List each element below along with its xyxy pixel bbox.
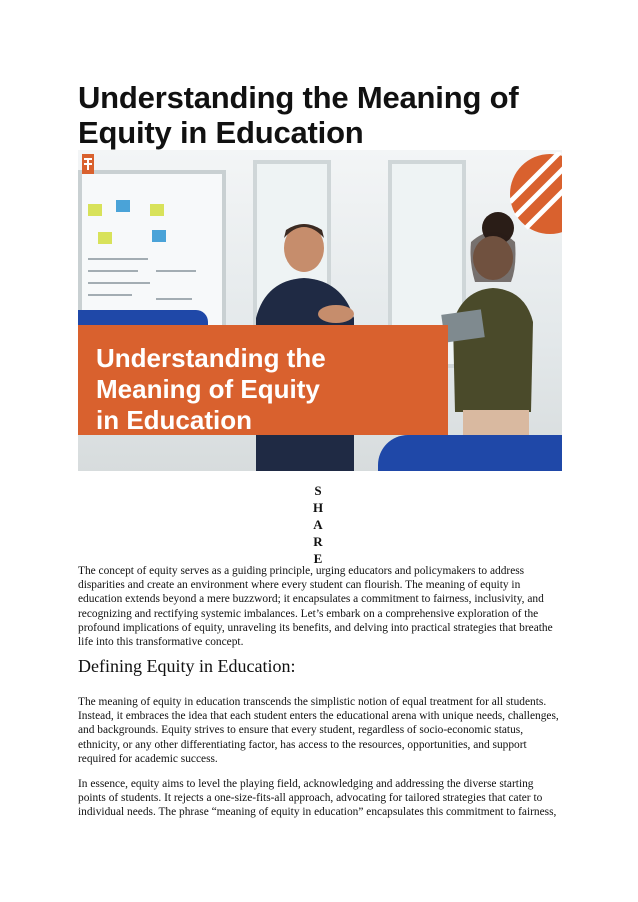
share-letter: R xyxy=(313,534,323,549)
share-letter: H xyxy=(312,500,324,515)
hero-banner-text: Understanding the Meaning of Equity in Education xyxy=(96,343,326,435)
body-paragraph: The meaning of equity in education transcends the simplistic notion of equal treatment for all students. Instead, it embraces the idea that each student enters the educational arena with unique needs, challenges, and backgrounds. Equity strives to ensure that every student, regardless of socio-economic status, ethnicity, or any other differentiating factor, has access to the resources, opportunities, and support required for academic success. xyxy=(78,696,559,765)
article-container xyxy=(78,80,562,471)
share-letter: A xyxy=(313,517,323,532)
body-paragraph: In essence, equity aims to level the playing field, acknowledging and addressing the diverse starting points of students. It rejects a one-size-fits-all approach, advocating for tailored strategies that cater to individual needs. The phrase “meaning of equity in education” encapsulates this commitment to fairness, xyxy=(78,778,557,819)
share-link[interactable] xyxy=(312,482,324,567)
page-title: Understanding the Meaning of Equity in Education xyxy=(78,80,519,150)
blue-accent-shape xyxy=(378,435,562,471)
section-heading: Defining Equity in Education: xyxy=(78,656,296,676)
site-logo-icon xyxy=(82,154,94,174)
share-letter: S xyxy=(314,483,322,498)
share-letter: E xyxy=(313,551,323,566)
hero-image xyxy=(78,150,562,471)
intro-paragraph: The concept of equity serves as a guiding principle, urging educators and policymakers to address disparities and create an environment where every student can flourish. The meaning of equity in education extends beyond a mere buzzword; it encapsulates a commitment to fairness, inclusivity, and recognizing and rectifying systemic imbalances. Let’s embark on a comprehensive exploration of the profound implications of equity, unraveling its benefits, and delving into practical strategies that breathe life into this transformative concept. xyxy=(78,565,553,649)
